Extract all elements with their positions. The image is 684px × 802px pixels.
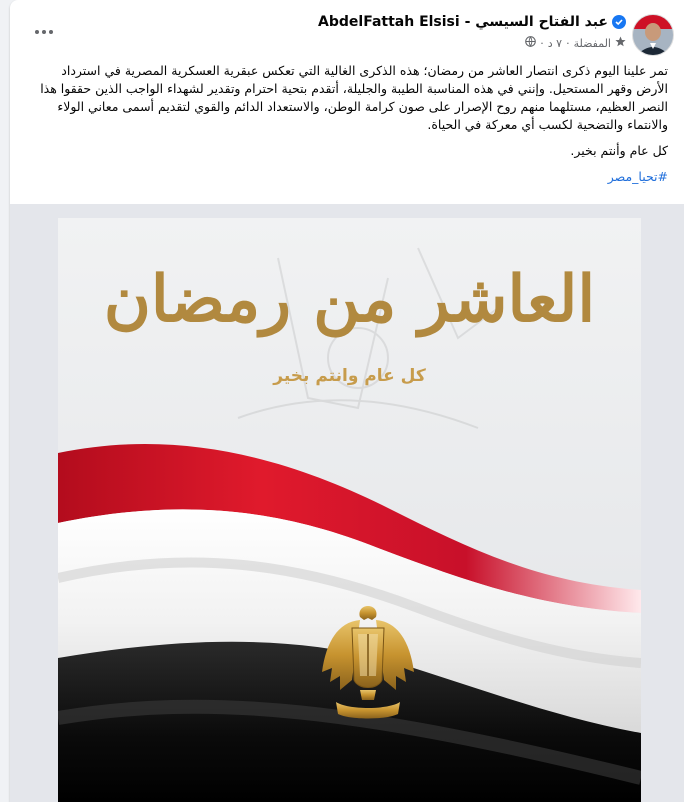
more-icon-dot <box>35 30 39 34</box>
avatar-image <box>633 15 673 55</box>
globe-icon[interactable] <box>525 36 536 50</box>
hashtag-link[interactable]: #تحيا_مصر <box>607 169 668 184</box>
verified-icon <box>612 15 626 29</box>
post-image[interactable] <box>10 204 684 802</box>
separator: · <box>540 36 544 50</box>
more-icon-dot <box>42 30 46 34</box>
post-paragraph: كل عام وأنتم بخير. <box>570 143 668 158</box>
post-time[interactable]: ٧ د <box>547 36 563 50</box>
more-options-button[interactable] <box>30 18 58 46</box>
more-icon-dot <box>49 30 53 34</box>
audience-label[interactable]: المفضلة <box>573 36 611 50</box>
post-card <box>10 0 684 802</box>
poster <box>58 218 641 802</box>
separator: · <box>566 36 570 50</box>
author-row <box>318 14 626 30</box>
post-meta <box>525 36 626 50</box>
post-paragraph: تمر علينا اليوم ذكرى انتصار العاشر من رمضان؛ هذه الذكرى الغالية التي تعكس عبقرية العسكرية المصرية في استرداد الأرض وقهر المستحيل. وإنني في هذه المناسبة الطيبة والجليلة، أتقدم بتحية احترام وتقدير لشهداء الواجب الذين حققوا هذا النصر العظيم، مستلهما منهم روح الإصرار على صون كرامة الوطن، والاستعداد الدائم والقوي لتقديم أسمى معاني الولاء والانتماء والتضحية لكسب أي معركة في الحياة. <box>40 63 668 132</box>
image-title: العاشر من رمضان <box>103 262 596 337</box>
post-body <box>26 62 668 194</box>
avatar[interactable] <box>632 14 674 56</box>
author-name[interactable]: عبد الفتاح السيسي - AbdelFattah Elsisi <box>318 14 608 30</box>
star-icon <box>615 36 626 50</box>
image-subtitle: كل عام وانتم بخير <box>273 366 426 386</box>
eagle-of-saladin-emblem <box>318 602 418 724</box>
